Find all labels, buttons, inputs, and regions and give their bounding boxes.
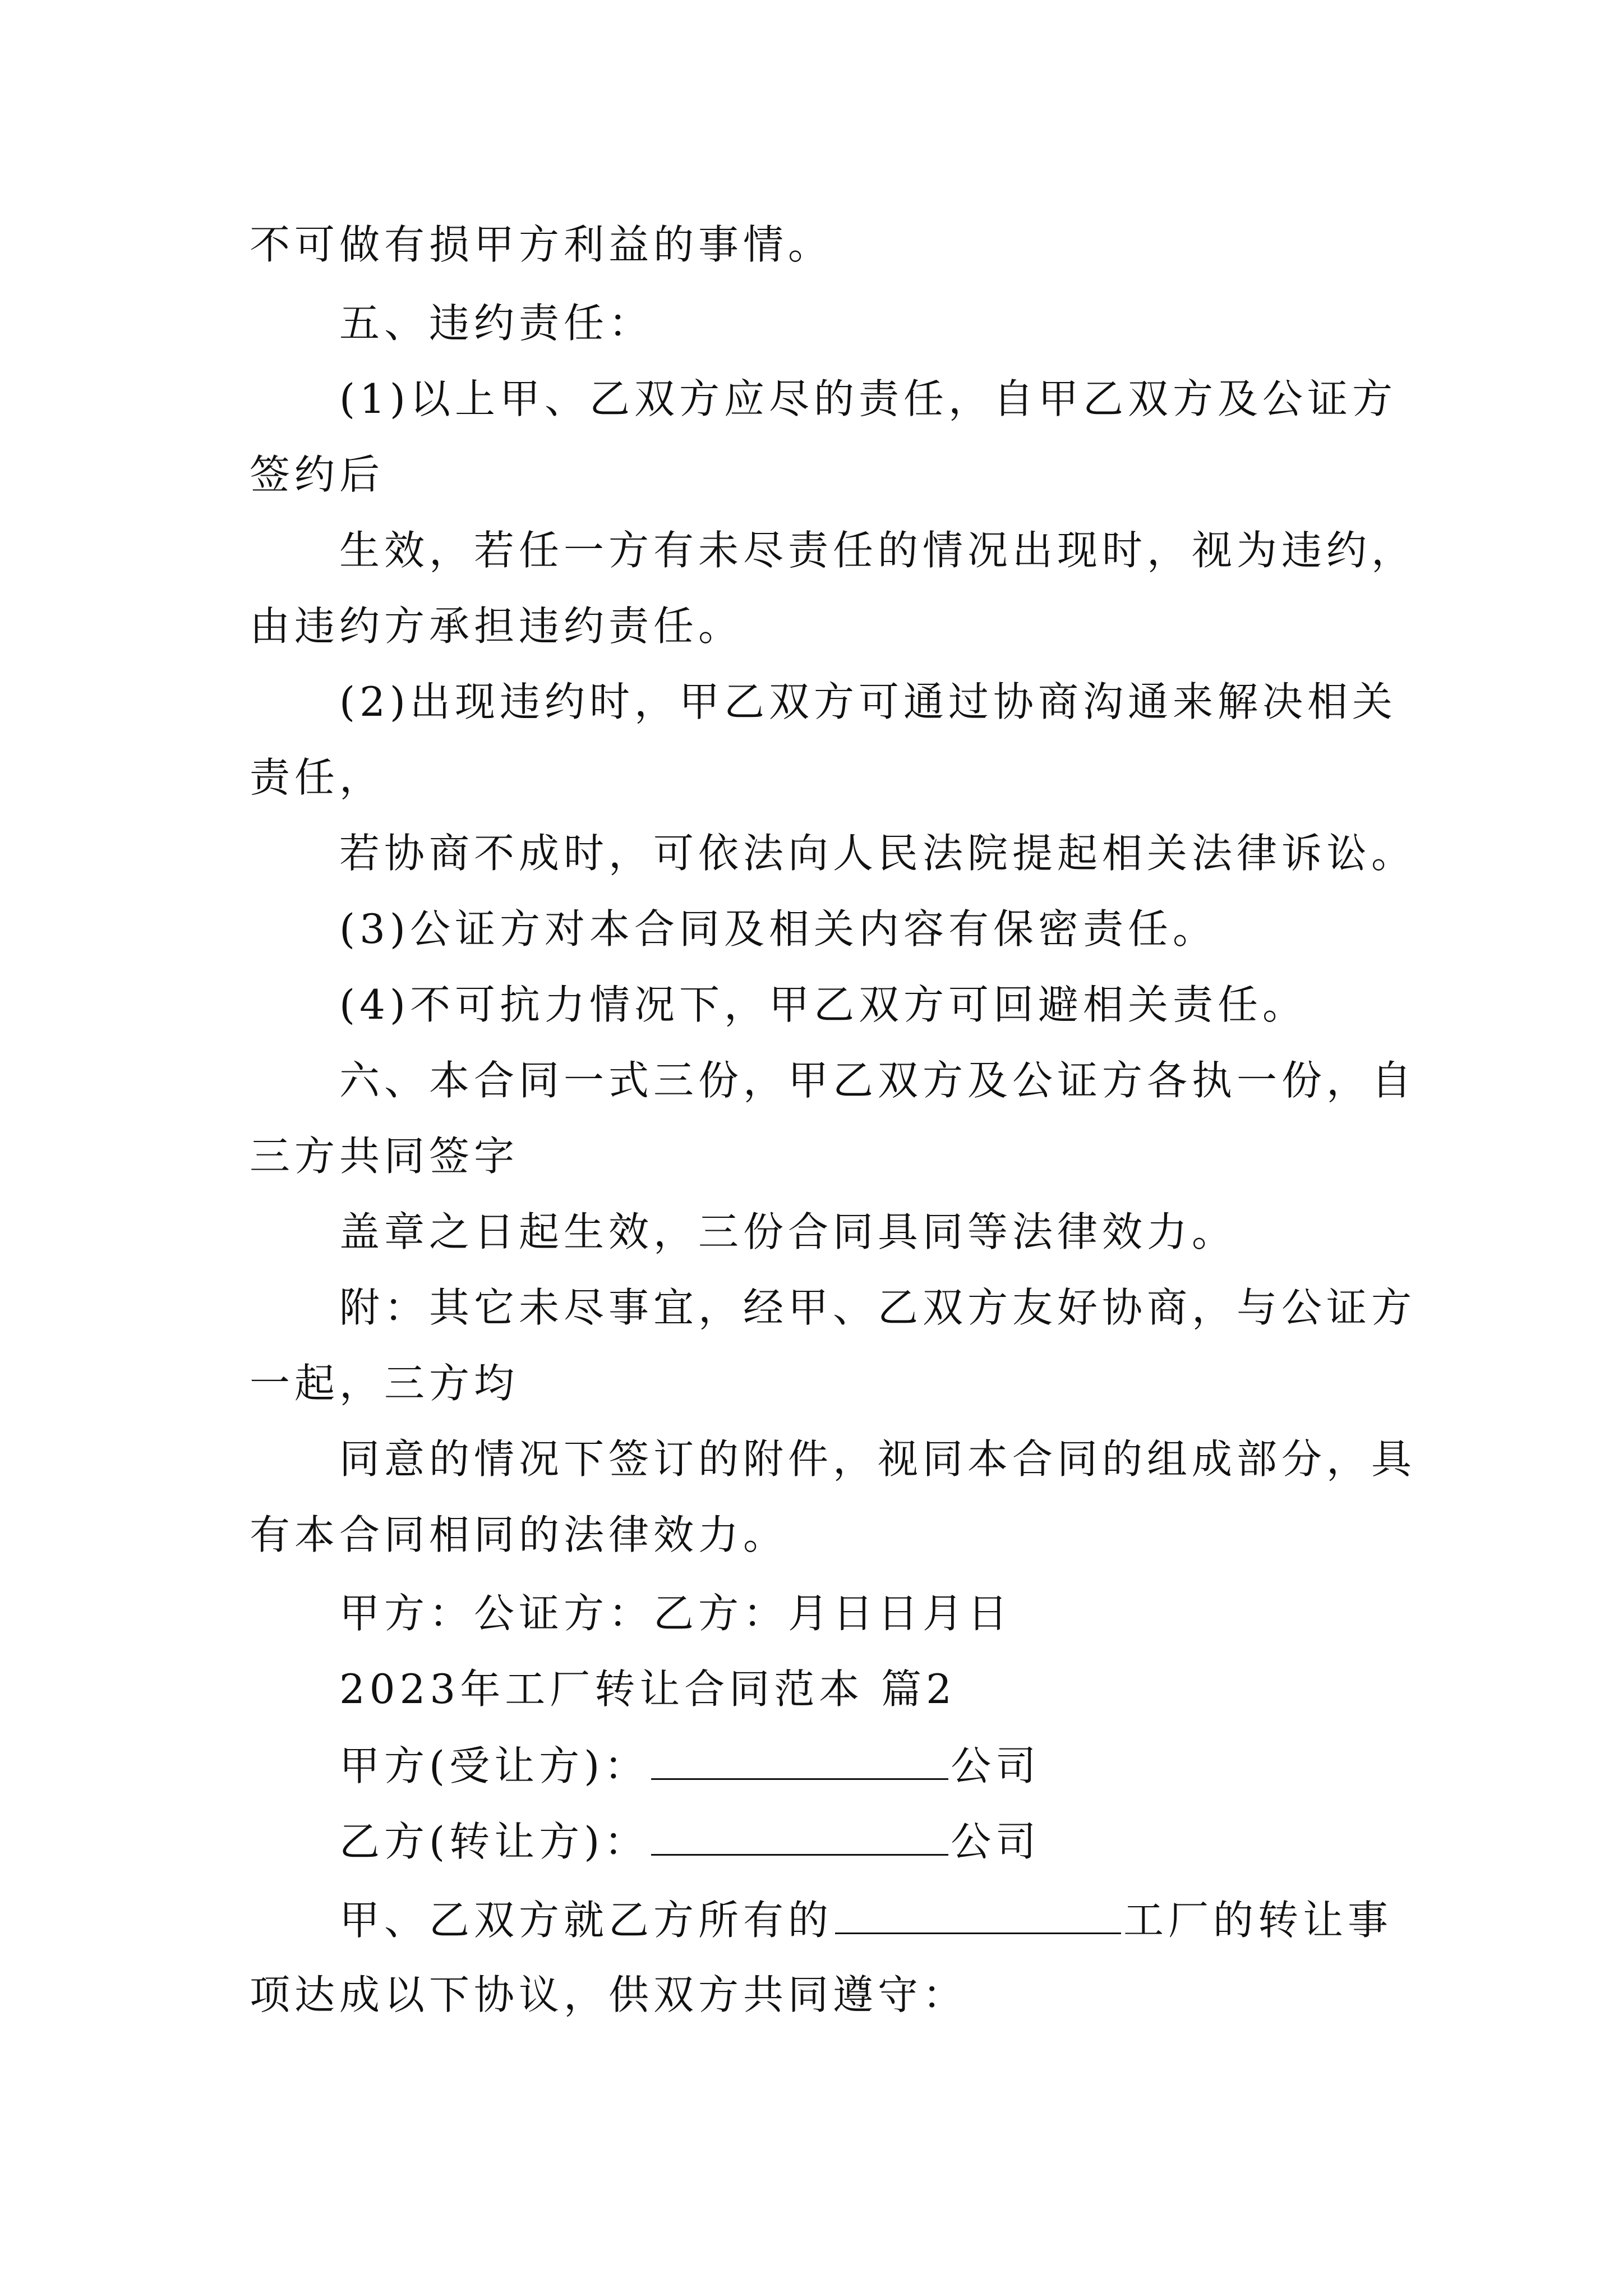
text-line: (1)以上甲、乙双方应尽的责任，自甲乙双方及公证方 (339, 375, 1397, 422)
signature-line: 甲方：公证方：乙方：月日日月日 (339, 1590, 1013, 1637)
text-line: 项达成以下协议，供双方共同遵守： (250, 1971, 968, 2018)
party-b-suffix: 公司 (951, 1818, 1041, 1865)
text-line: 不可做有损甲方利益的事情。 (250, 221, 833, 268)
agreement-prefix: 甲、乙双方就乙方所有的 (339, 1897, 833, 1944)
agreement-suffix: 工厂的转让事 (1123, 1897, 1393, 1944)
party-b-blank (651, 1820, 948, 1856)
text-line: 有本合同相同的法律效力。 (250, 1511, 789, 1558)
party-b-line (339, 1818, 1041, 1865)
text-line: 附：其它未尽事宜，经甲、乙双方友好协商，与公证方 (339, 1284, 1417, 1331)
party-a-line (339, 1742, 1041, 1789)
text-line: 签约后 (250, 451, 385, 498)
text-line: 若协商不成时，可依法向人民法院提起相关法律诉讼。 (339, 830, 1417, 877)
text-line: 盖章之日起生效，三份合同具同等法律效力。 (339, 1208, 1237, 1255)
party-b-label: 乙方(转让方)： (339, 1818, 649, 1865)
party-a-suffix: 公司 (951, 1742, 1041, 1789)
text-line: (3)公证方对本合同及相关内容有保密责任。 (339, 905, 1218, 953)
text-line: (2)出现违约时，甲乙双方可通过协商沟通来解决相关 (339, 678, 1397, 725)
party-a-blank (651, 1745, 948, 1780)
section-heading: 五、违约责任： (339, 300, 654, 347)
section-title: 2023年工厂转让合同范本 篇2 (339, 1665, 956, 1713)
text-line: 三方共同签字 (250, 1133, 519, 1180)
text-line: 同意的情况下签订的附件，视同本合同的组成部分，具 (339, 1435, 1417, 1483)
text-line: (4)不可抗力情况下，甲乙双方可回避相关责任。 (339, 981, 1307, 1028)
text-line: 由违约方承担违约责任。 (250, 602, 744, 650)
factory-blank (835, 1899, 1121, 1934)
section-heading: 六、本合同一式三份，甲乙双方及公证方各执一份，自 (339, 1057, 1417, 1104)
party-a-label: 甲方(受让方)： (339, 1742, 649, 1789)
text-line: 责任， (250, 754, 385, 801)
text-line: 生效，若任一方有未尽责任的情况出现时，视为违约， (339, 527, 1417, 574)
text-line: 一起，三方均 (250, 1360, 519, 1407)
agreement-line (339, 1897, 1393, 1944)
